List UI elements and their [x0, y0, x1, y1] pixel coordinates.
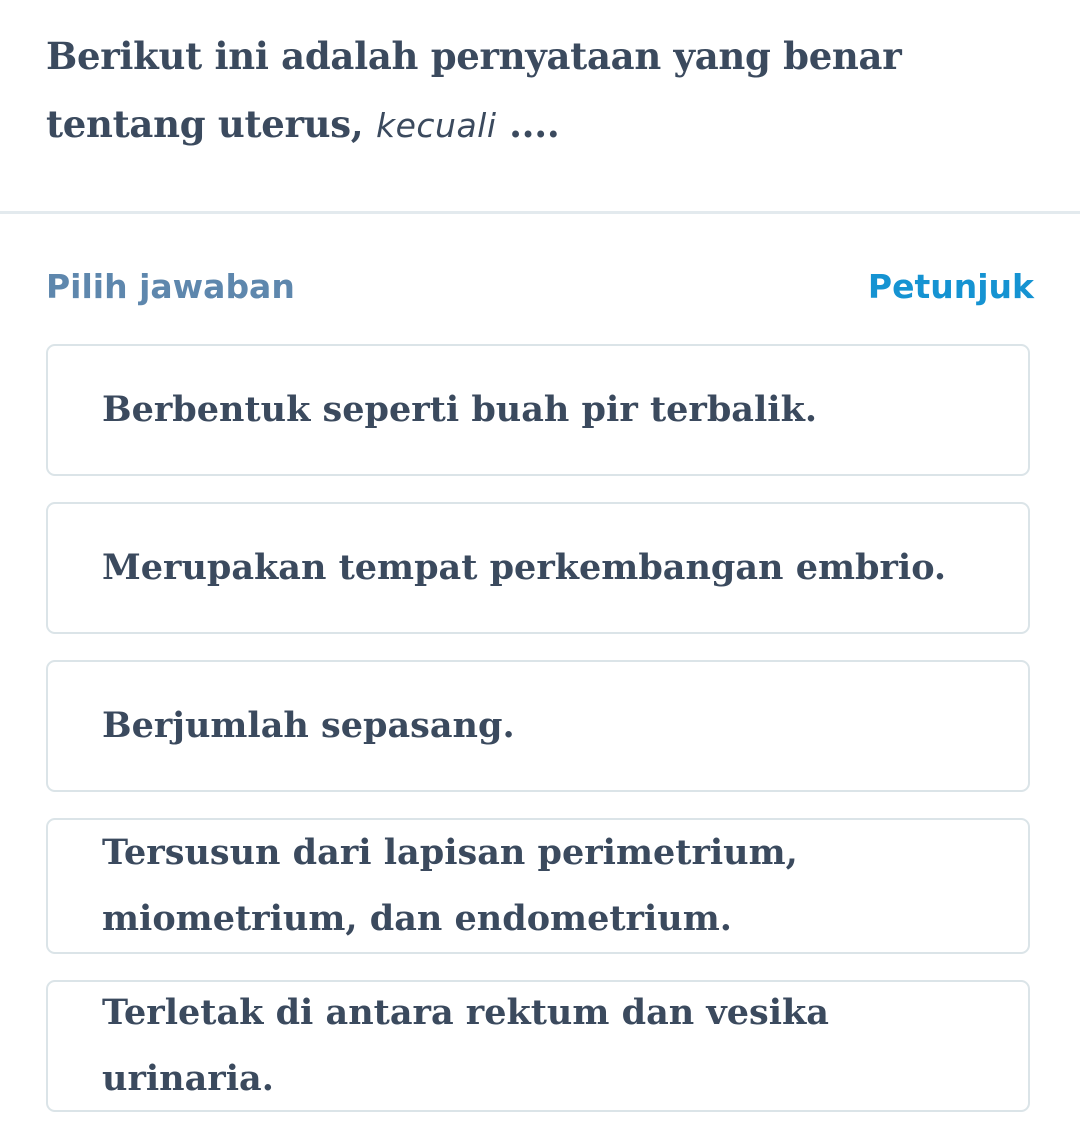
answer-option-text: Berbentuk seperti buah pir terbalik. — [102, 389, 818, 430]
answer-option-5[interactable] — [46, 980, 1030, 1112]
answer-option-1[interactable] — [46, 344, 1030, 476]
answer-label: Pilih jawaban — [46, 266, 295, 306]
question-emphasis: kecuali — [375, 106, 497, 145]
answer-option-text: Berjumlah sepasang. — [102, 705, 515, 746]
section-divider — [0, 211, 1080, 214]
answer-option-text: Tersusun dari lapisan perimetrium, miometrium, dan endometrium. — [102, 832, 798, 939]
answer-option-4[interactable] — [46, 818, 1030, 954]
answer-option-2[interactable] — [46, 502, 1030, 634]
question-main: Berikut ini adalah pernyataan yang benar tentang uterus, — [46, 34, 902, 146]
hint-link[interactable]: Petunjuk — [867, 266, 1034, 306]
answer-option-text: Merupakan tempat perkembangan embrio. — [102, 547, 947, 588]
answer-option-3[interactable] — [46, 660, 1030, 792]
question-tail: .... — [496, 102, 560, 146]
question-text — [46, 22, 1036, 160]
answer-header — [46, 262, 1034, 310]
answer-option-text: Terletak di antara rektum dan vesika urinaria. — [102, 992, 829, 1099]
